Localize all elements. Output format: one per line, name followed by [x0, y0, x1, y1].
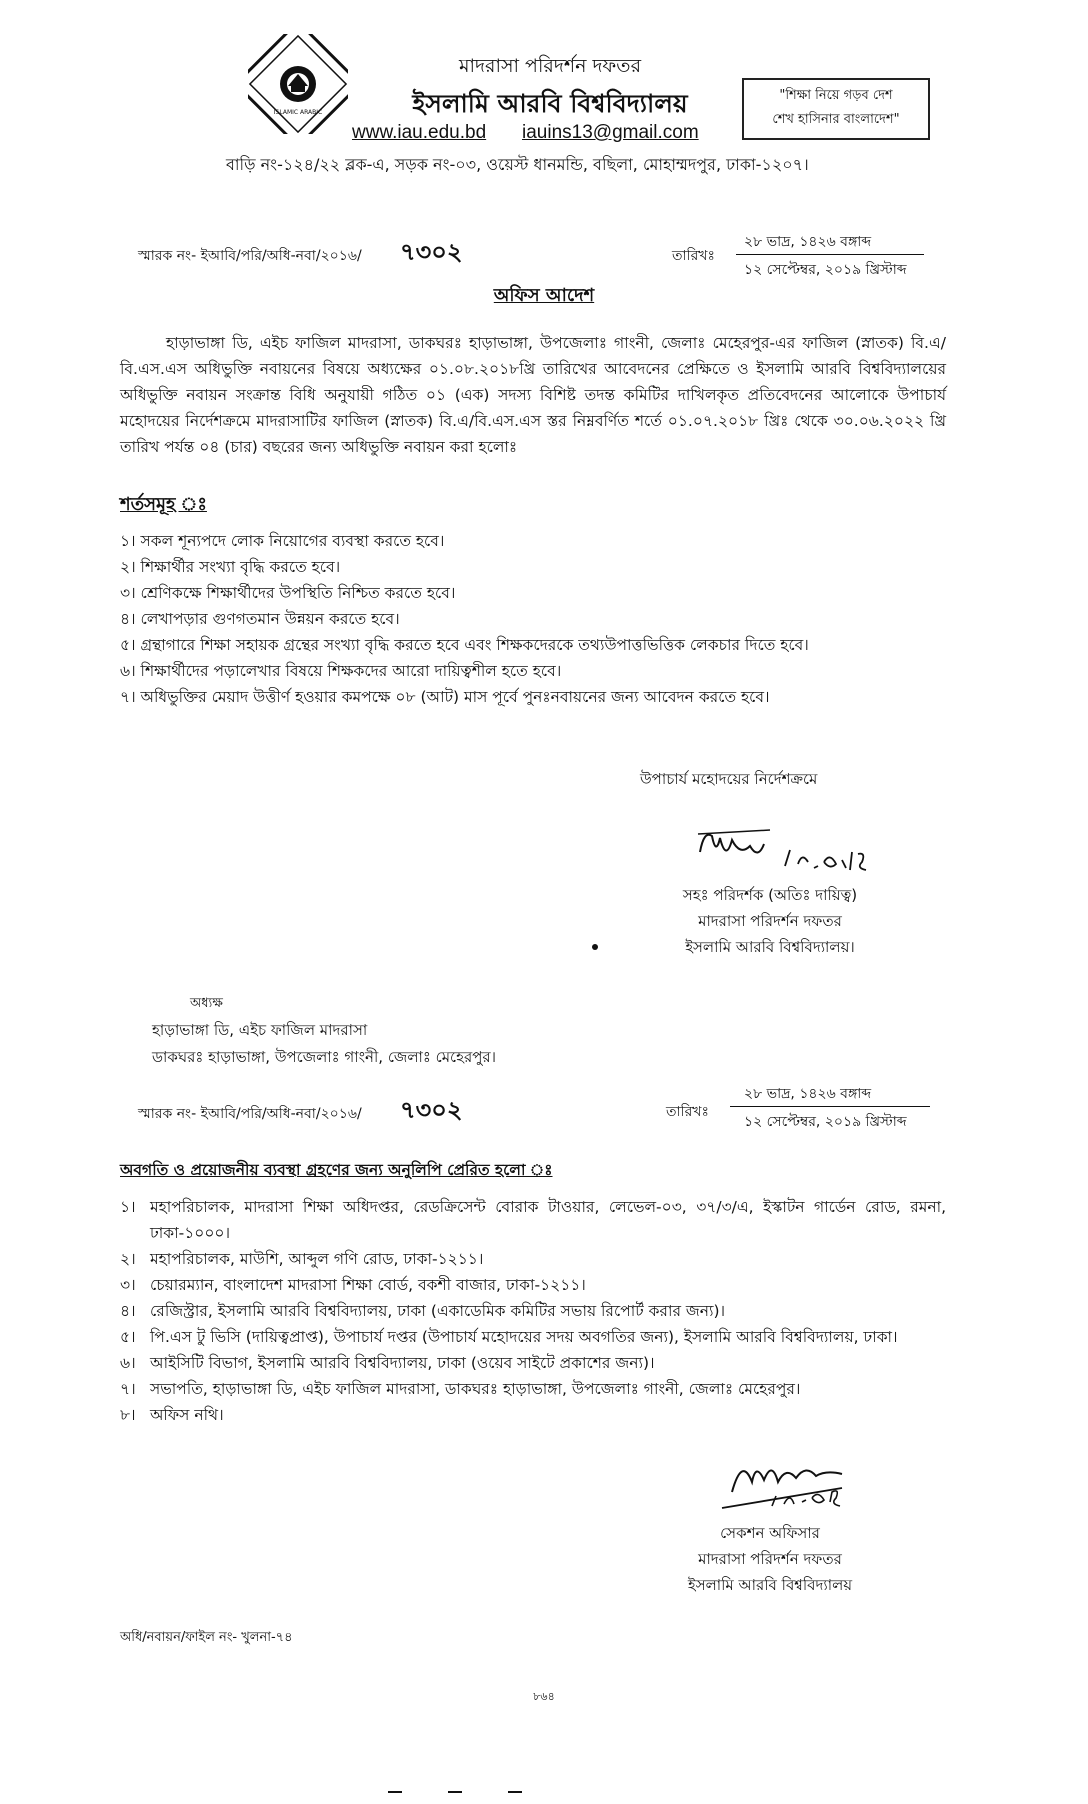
recipient-title: অধ্যক্ষ: [190, 996, 223, 1011]
copy-item-number: ৭।: [120, 1380, 136, 1398]
recipient-institution: হাড়াভাঙ্গা ডি, এইচ ফাজিল মাদরাসা: [152, 1021, 368, 1039]
order-title: [0, 281, 1088, 312]
date-label: তারিখঃ: [666, 1104, 709, 1120]
website-link[interactable]: www.iau.edu.bd: [352, 122, 487, 143]
slogan-line: "শিক্ষা নিয়ে গড়ব দেশ: [779, 88, 893, 103]
signatory-block-1: [640, 882, 900, 960]
conditions-list: [120, 528, 946, 710]
copy-item-text: অফিস নথি।: [150, 1406, 224, 1424]
signatory-university: ইসলামি আরবি বিশ্ববিদ্যালয়: [687, 1576, 853, 1594]
date-gregorian: ১২ সেপ্টেম্বর, ২০১৯ খ্রিস্টাব্দ: [744, 262, 907, 278]
svg-text:ISLAMIC ARABIC: ISLAMIC ARABIC: [273, 109, 323, 116]
date-label: তারিখঃ: [672, 248, 715, 264]
copy-item-number: ১।: [120, 1198, 136, 1216]
copy-item: [120, 1272, 946, 1298]
slogan-line: শেখ হাসিনার বাংলাদেশ": [772, 112, 900, 127]
copy-item: [120, 1246, 946, 1272]
condition-item: ২। শিক্ষার্থীর সংখ্যা বৃদ্ধি করতে হবে।: [120, 558, 341, 576]
copy-item-text: সভাপতি, হাড়াভাঙ্গা ডি, এইচ ফাজিল মাদরাসা, ডাকঘরঃ হাড়াভাঙ্গা, উপজেলাঃ গাংনী, জেলাঃ মেহেরপুর।: [150, 1380, 801, 1398]
copy-item: [120, 1194, 946, 1246]
memo-number-handwritten: ৭৩০২: [400, 1095, 463, 1124]
signatory-block-2: [640, 1520, 900, 1598]
copy-item-number: ৫।: [120, 1328, 136, 1346]
copy-item-text: পি.এস টু ভিসি (দায়িত্বপ্রাপ্ত), উপাচার্য দপ্তর (উপাচার্য মহোদয়ের সদয় অবগতির জন্য), ইসলামি আরবি বিশ্ববিদ্যালয়, ঢাকা।: [150, 1328, 898, 1346]
university-name: ইসলামি আরবি বিশ্ববিদ্যালয়: [412, 89, 688, 118]
date-bangla: ২৮ ভাদ্র, ১৪২৬ বঙ্গাব্দ: [744, 1086, 872, 1102]
copy-distribution-heading: অবগতি ও প্রয়োজনীয় ব্যবস্থা গ্রহণের জন্য অনুলিপি প্রেরিত হলো ঃ: [120, 1161, 553, 1179]
ink-speck: [592, 944, 598, 950]
copy-item-number: ২।: [120, 1250, 136, 1268]
date-divider: [730, 1106, 930, 1107]
recipient-block: [152, 990, 496, 1071]
copy-item: [120, 1298, 946, 1324]
signatory-designation: সেকশন অফিসার: [720, 1524, 820, 1542]
office-address: বাড়ি নং-১২৪/২২ ব্লক-এ, সড়ক নং-০৩, ওয়েস্ট ধানমন্ডি, বছিলা, মোহাম্মদপুর, ঢাকা-১২০৭।: [226, 155, 809, 174]
slogan-box: [742, 78, 930, 140]
vc-directive: উপাচার্য মহোদয়ের নির্দেশক্রমে: [640, 770, 818, 788]
condition-item: ৭। অধিভুক্তির মেয়াদ উত্তীর্ণ হওয়ার কমপক্ষে ০৮ (আট) মাস পূর্বে পুনঃনবায়নের জন্য আবেদন করতে হবে।: [120, 688, 770, 706]
copy-item: [120, 1376, 946, 1402]
copy-item-text: মহাপরিচালক, মাদরাসা শিক্ষা অধিদপ্তর, রেডক্রিসেন্ট বোরাক টাওয়ার, লেভেল-০৩, ৩৭/৩/এ, ইস্কাটন গার্ডেন রোড, রমনা, ঢাকা-১০০০।: [150, 1198, 946, 1242]
date-gregorian: ১২ সেপ্টেম্বর, ২০১৯ খ্রিস্টাব্দ: [744, 1114, 907, 1130]
recipient-address: ডাকঘরঃ হাড়াভাঙ্গা, উপজেলাঃ গাংনী, জেলাঃ মেহেরপুর।: [152, 1048, 497, 1066]
signatory-office: মাদরাসা পরিদর্শন দফতর: [698, 912, 842, 930]
handwritten-signature: [712, 1452, 882, 1516]
university-logo: [248, 34, 348, 134]
memo-number-handwritten: ৭৩০২: [400, 237, 463, 266]
signatory-university: ইসলামি আরবি বিশ্ববিদ্যালয়।: [685, 938, 855, 956]
memo-number-label: স্মারক নং- ইআবি/পরি/অধি-নবা/২০১৬/: [138, 248, 362, 264]
office-name: মাদরাসা পরিদর্শন দফতর: [458, 55, 642, 77]
scan-edge-marks: [388, 1790, 528, 1794]
copy-item-text: আইসিটি বিভাগ, ইসলামি আরবি বিশ্ববিদ্যালয়, ঢাকা (ওয়েব সাইটে প্রকাশের জন্য)।: [150, 1354, 655, 1372]
condition-item: ৩। শ্রেণিকক্ষে শিক্ষার্থীদের উপস্থিতি নিশ্চিত করতে হবে।: [120, 584, 456, 602]
memo-number-label: স্মারক নং- ইআবি/পরি/অধি-নবা/২০১৬/: [138, 1106, 362, 1122]
copy-item-text: চেয়ারম্যান, বাংলাদেশ মাদরাসা শিক্ষা বোর্ড, বকশী বাজার, ঢাকা-১২১১।: [150, 1276, 586, 1294]
copy-item-number: ৩।: [120, 1276, 136, 1294]
date-bangla: ২৮ ভাদ্র, ১৪২৬ বঙ্গাব্দ: [744, 234, 872, 250]
order-title-text: অফিস আদেশ: [493, 285, 595, 306]
copy-item-text: মহাপরিচালক, মাউশি, আব্দুল গণি রোড, ঢাকা-১২১১।: [150, 1250, 484, 1268]
email-link[interactable]: iauins13@gmail.com: [522, 122, 699, 143]
copy-distribution-list: [120, 1194, 946, 1428]
signatory-designation: সহঃ পরিদর্শক (অতিঃ দায়িত্ব): [682, 886, 858, 904]
date-divider: [736, 254, 924, 255]
signatory-office: মাদরাসা পরিদর্শন দফতর: [698, 1550, 842, 1568]
handwritten-signature: [690, 822, 900, 882]
page-number: ৮৬৪: [533, 1690, 555, 1703]
copy-item: [120, 1324, 946, 1350]
file-reference: অধি/নবায়ন/ফাইল নং- খুলনা-৭৪: [120, 1630, 293, 1645]
copy-item: [120, 1350, 946, 1376]
condition-item: ৫। গ্রন্থাগারে শিক্ষা সহায়ক গ্রন্থের সংখ্যা বৃদ্ধি করতে হবে এবং শিক্ষকদেরকে তথ্যউপাত্তভিত্তিক লেকচার দিতে হবে।: [120, 636, 809, 654]
copy-item: [120, 1402, 946, 1428]
copy-item-number: ৪।: [120, 1302, 136, 1320]
conditions-heading: শর্তসমূহ ঃ: [120, 494, 207, 515]
condition-item: ১। সকল শূন্যপদে লোক নিয়োগের ব্যবস্থা করতে হবে।: [120, 532, 445, 550]
condition-item: ৪। লেখাপড়ার গুণগতমান উন্নয়ন করতে হবে।: [120, 610, 400, 628]
copy-item-number: ৮।: [120, 1406, 136, 1424]
condition-item: ৬। শিক্ষার্থীদের পড়ালেখার বিষয়ে শিক্ষকদের আরো দায়িত্বশীল হতে হবে।: [120, 662, 562, 680]
order-body-paragraph: হাড়াভাঙ্গা ডি, এইচ ফাজিল মাদরাসা, ডাকঘরঃ হাড়াভাঙ্গা, উপজেলাঃ গাংনী, জেলাঃ মেহেরপুর-এর ফাজিল (স্নাতক) বি.এ/বি.এস.এস অধিভুক্তি নবায়নের বিষয়ে অধ্যক্ষের ০১.০৮.২০১৮খ্রি তারিখের আবেদনের প্রেক্ষিতে ও ইসলামি আরবি বিশ্ববিদ্যালয়ের অধিভুক্তি নবায়ন সংক্রান্ত বিধি অনুযায়ী গঠিত ০১ (এক) সদস্য বিশিষ্ট তদন্ত কমিটির দাখিলকৃত প্রতিবেদনের আলোকে উপাচার্য মহোদয়ের নির্দেশক্রমে মাদরাসাটির ফাজিল (স্নাতক) বি.এ/বি.এস.এস স্তর নিম্নবর্ণিত শর্তে ০১.০৭.২০১৮ খ্রিঃ থেকে ৩০.০৬.২০২২ খ্রি তারিখ পর্যন্ত ০৪ (চার) বছরের জন্য অধিভুক্তি নবায়ন করা হলোঃ: [120, 334, 946, 456]
copy-item-text: রেজিস্ট্রার, ইসলামি আরবি বিশ্ববিদ্যালয়, ঢাকা (একাডেমিক কমিটির সভায় রিপোর্ট করার জন্য)।: [150, 1302, 726, 1320]
copy-item-number: ৬।: [120, 1354, 136, 1372]
